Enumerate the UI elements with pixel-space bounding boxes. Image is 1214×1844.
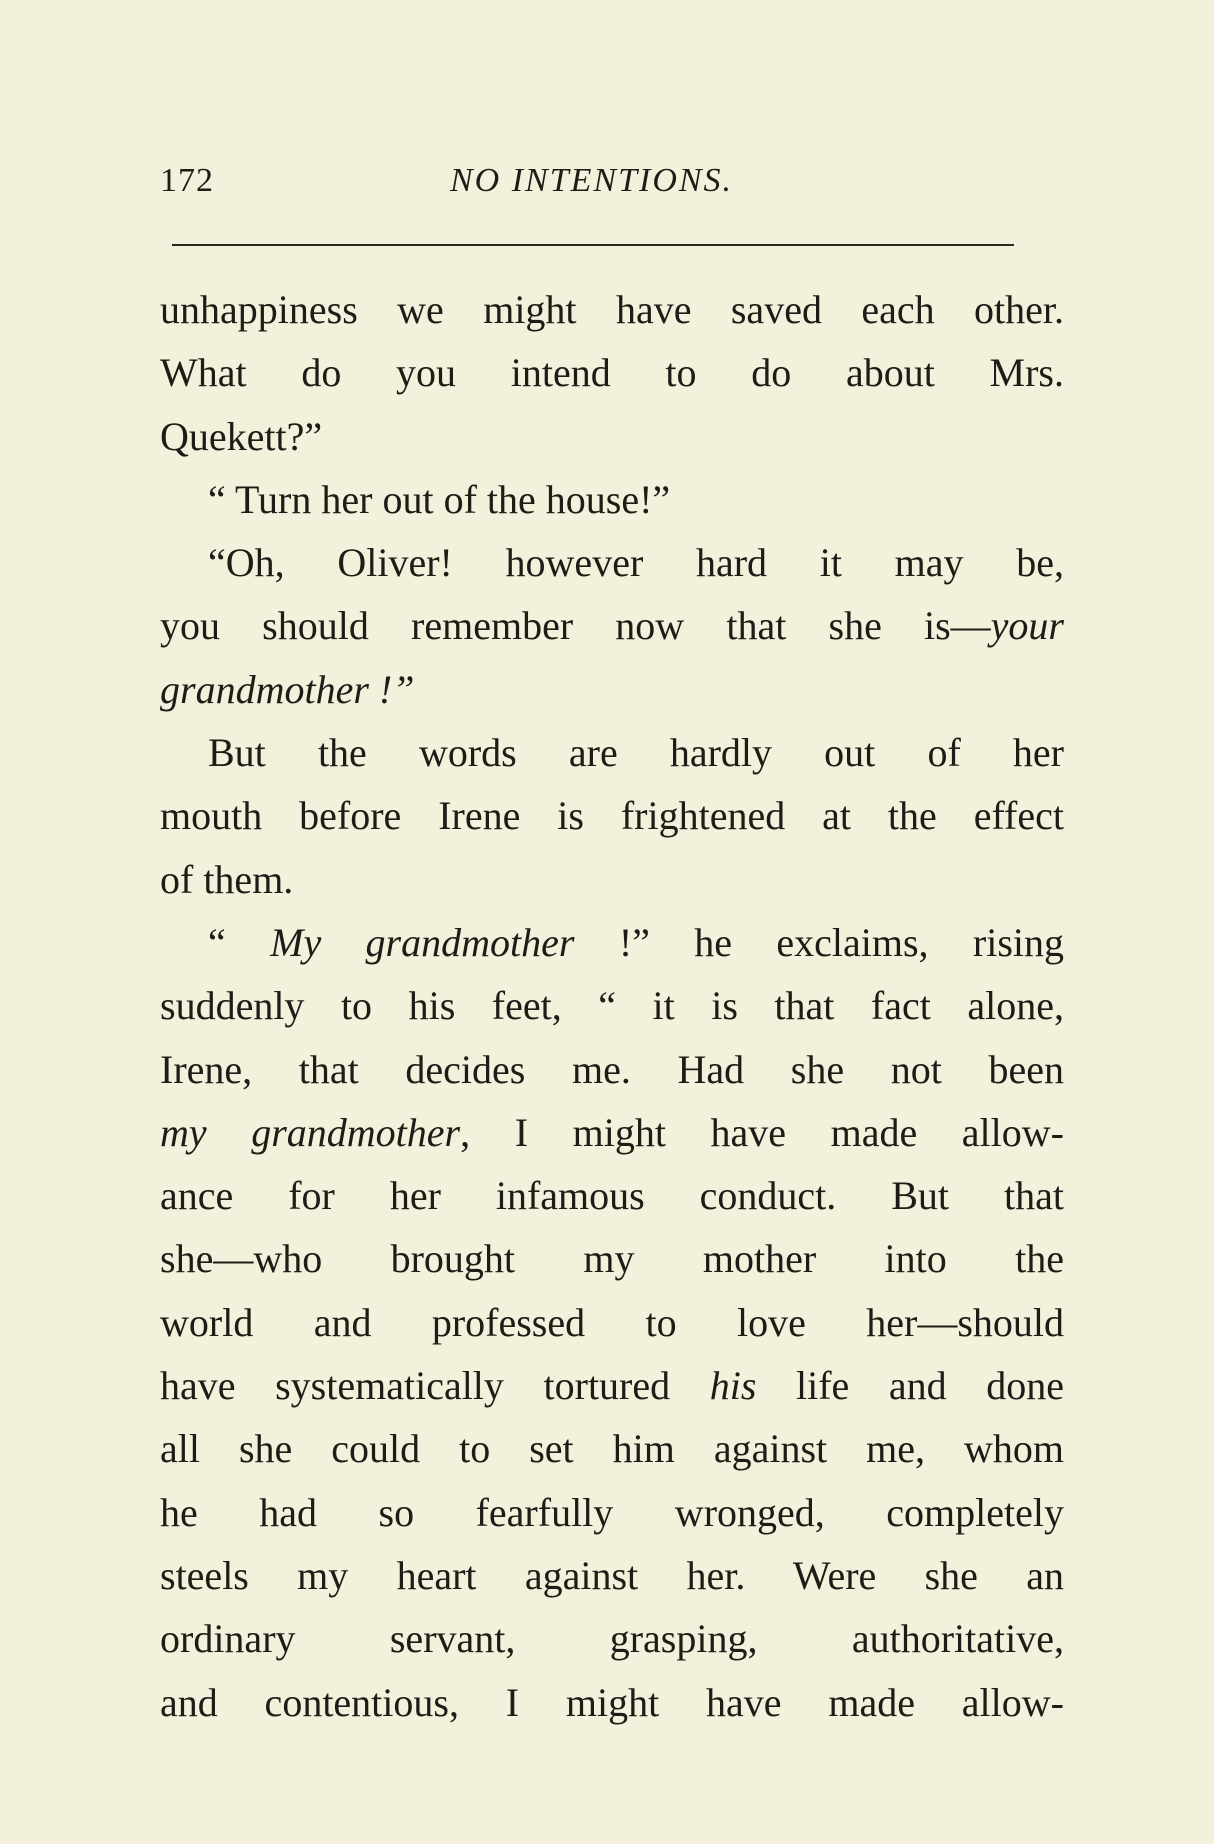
text-line: mouth before Irene is frightened at the effect [160, 793, 1064, 839]
text-line: “ Turn her out of the house!” [208, 476, 671, 522]
running-title: NO INTENTIONS. [450, 162, 734, 199]
text-line: all she could to set him against me, whom [160, 1426, 1064, 1472]
text-line: grandmother !” [160, 666, 415, 712]
text-line: and contentious, I might have made allow- [160, 1679, 1064, 1725]
text-line: “Oh, Oliver! however hard it may be, [208, 540, 1064, 586]
text-line: “ My grandmother !” he exclaims, rising [208, 919, 1064, 965]
text-line: ance for her infamous conduct. But that [160, 1173, 1064, 1219]
text-line: she—who brought my mother into the [160, 1236, 1064, 1282]
text-line: unhappiness we might have saved each other. [160, 287, 1064, 332]
body-text [160, 278, 1064, 1734]
text-line: you should remember now that she is—your [160, 603, 1064, 649]
text-line: ordinary servant, grasping, authoritative, [160, 1616, 1064, 1662]
header-rule [172, 244, 1014, 246]
text-line: world and professed to love her—should [160, 1299, 1064, 1345]
page-number: 172 [160, 162, 214, 199]
text-line: my grandmother, I might have made allow- [160, 1109, 1064, 1155]
text-line: suddenly to his feet, “ it is that fact alone, [160, 983, 1064, 1029]
text-line: have systematically tortured his life and done [160, 1363, 1064, 1409]
text-line: he had so fearfully wronged, completely [160, 1489, 1064, 1535]
text-line: steels my heart against her. Were she an [160, 1552, 1064, 1598]
text-line: Quekett?” [160, 413, 323, 459]
page-header [160, 162, 1022, 212]
text-line: of them. [160, 856, 294, 902]
text-line: Irene, that decides me. Had she not been [160, 1046, 1064, 1092]
text-line: But the words are hardly out of her [208, 730, 1064, 776]
text-line: What do you intend to do about Mrs. [160, 350, 1064, 396]
